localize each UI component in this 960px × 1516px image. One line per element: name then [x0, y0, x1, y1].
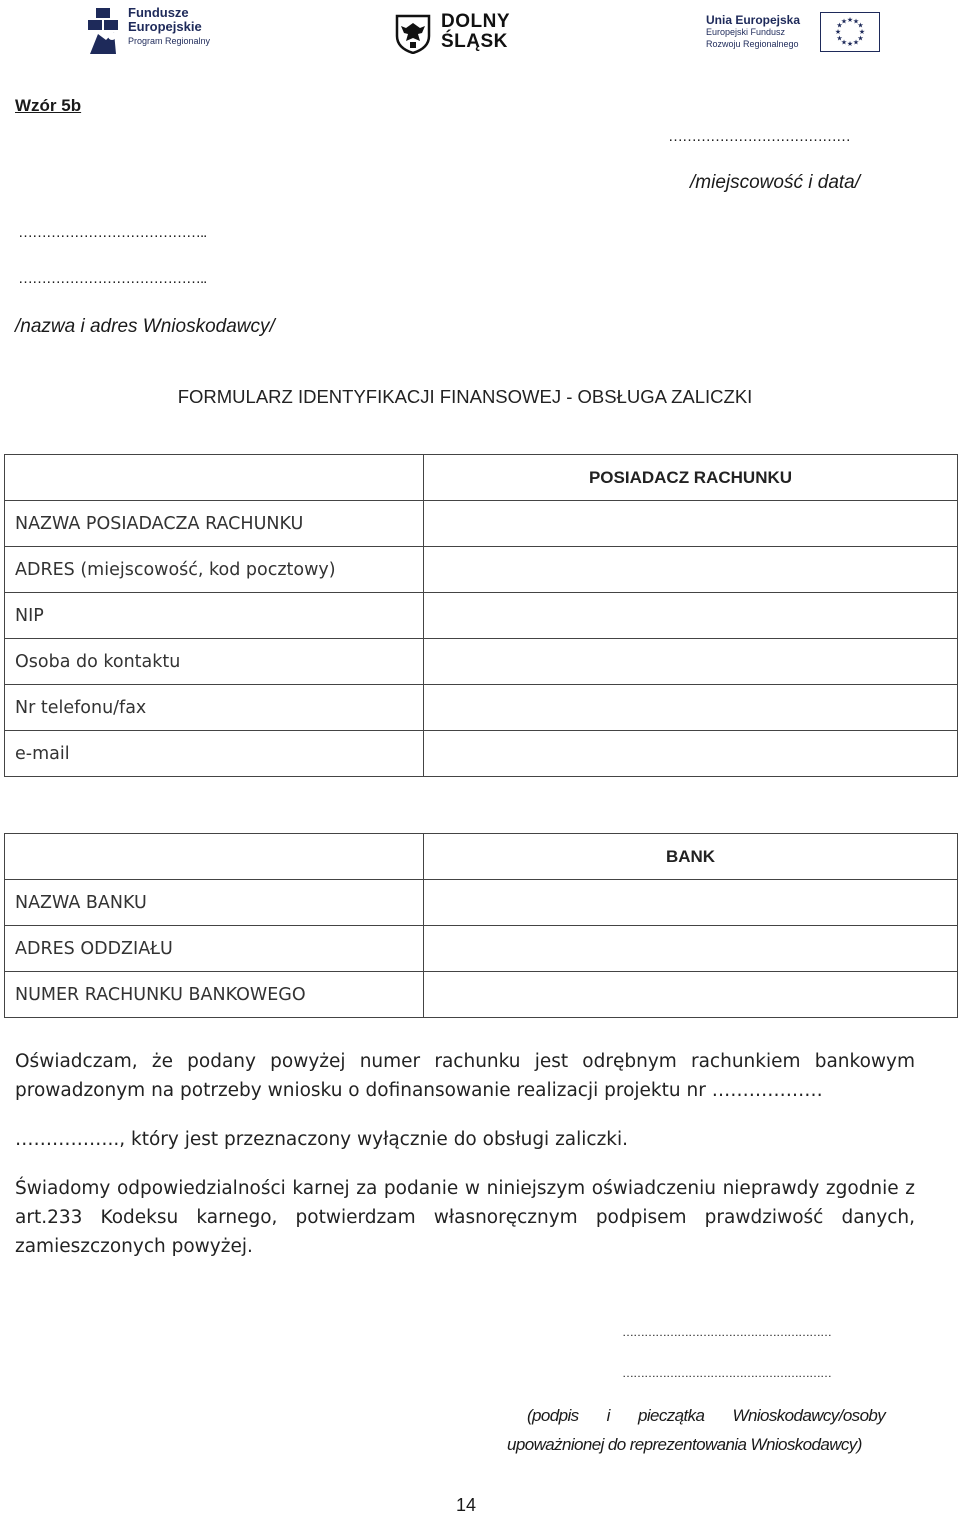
date-label: /miejscowość i data/ [690, 172, 861, 193]
svg-text:★: ★ [836, 34, 843, 43]
account-holder-header: POSIADACZ RACHUNKU [424, 455, 958, 501]
table-row [5, 547, 958, 593]
logo-ds-line2: ŚLĄSK [441, 31, 508, 52]
nip-field[interactable] [424, 593, 958, 639]
svg-text:★: ★ [836, 21, 843, 30]
logo-ue-line3: Rozwoju Regionalnego [706, 39, 799, 49]
logo-fundusze-europejskie [86, 4, 226, 56]
signature-dots-2: ………………………………………………… [622, 1366, 831, 1380]
table-header-spacer [5, 455, 424, 501]
account-number-label: NUMER RACHUNKU BANKOWEGO [5, 972, 424, 1018]
bank-table [4, 833, 958, 1018]
svg-text:★: ★ [846, 16, 854, 24]
svg-text:★: ★ [857, 34, 864, 43]
contact-person-field[interactable] [424, 639, 958, 685]
svg-text:★: ★ [852, 17, 860, 26]
eu-flag-icon [820, 12, 880, 52]
signature-dots-1: ………………………………………………… [622, 1325, 831, 1339]
eagle-crest-icon [395, 14, 431, 54]
email-field[interactable] [424, 731, 958, 777]
svg-text:★: ★ [852, 38, 860, 47]
template-label: Wzór 5b [15, 96, 82, 115]
statement-account-purpose: Oświadczam, że podany powyżej numer rachunku jest odrębnym rachunkiem bankowym prowadzonym na potrzeby wniosku o dofinansowanie realizacji projektu nr ……………… [15, 1051, 915, 1101]
account-holder-address-field[interactable] [424, 547, 958, 593]
bank-name-label: NAZWA BANKU [5, 880, 424, 926]
logo-dolny-slask [395, 12, 525, 56]
contact-person-label: Osoba do kontaktu [5, 639, 424, 685]
page-number: 14 [456, 1495, 477, 1515]
table-row [5, 685, 958, 731]
table-header-row [5, 455, 958, 501]
table-row [5, 926, 958, 972]
table-header-row [5, 834, 958, 880]
logo-ue-line2: Europejski Fundusz [706, 27, 786, 37]
logo-unia-europejska [706, 10, 882, 58]
nip-label: NIP [5, 593, 424, 639]
table-row [5, 593, 958, 639]
svg-text:★: ★ [840, 17, 848, 26]
account-holder-table [4, 454, 958, 777]
logo-fe-line2: Europejskie [128, 19, 202, 34]
fundusze-europejskie-emblem-icon [86, 6, 124, 56]
signature-label-line1: (podpis i pieczątka Wnioskodawcy/osoby [527, 1406, 886, 1425]
bank-name-field[interactable] [424, 880, 958, 926]
form-title: FORMULARZ IDENTYFIKACJI FINANSOWEJ - OBSŁUGA ZALICZKI [177, 386, 753, 407]
signature-label-line2: upoważnionej do reprezentowania Wnioskodawcy) [507, 1435, 862, 1454]
logo-ue-line1: Unia Europejska [706, 13, 801, 27]
svg-text:★: ★ [857, 21, 864, 30]
branch-address-field[interactable] [424, 926, 958, 972]
account-holder-name-field[interactable] [424, 501, 958, 547]
applicant-placeholder-dots-1: ………………………………….. [18, 224, 207, 241]
eu-stars-icon [821, 13, 879, 51]
phone-fax-label: Nr telefonu/fax [5, 685, 424, 731]
svg-text:★: ★ [858, 28, 866, 36]
svg-text:★: ★ [846, 40, 854, 48]
table-row [5, 731, 958, 777]
bank-header: BANK [424, 834, 958, 880]
account-holder-name-label: NAZWA POSIADACZA RACHUNKU [5, 501, 424, 547]
applicant-placeholder-dots-2: ………………………………….. [18, 270, 207, 287]
svg-text:★: ★ [834, 28, 842, 36]
phone-fax-field[interactable] [424, 685, 958, 731]
account-number-field[interactable] [424, 972, 958, 1018]
svg-text:★: ★ [840, 38, 848, 47]
table-row [5, 880, 958, 926]
table-header-spacer [5, 834, 424, 880]
email-label: e-mail [5, 731, 424, 777]
logo-ds-line1: DOLNY [441, 11, 510, 32]
logo-fe-line3: Program Regionalny [128, 36, 211, 46]
table-row [5, 639, 958, 685]
account-holder-address-label: ADRES (miejscowość, kod pocztowy) [5, 547, 424, 593]
logo-fe-line1: Fundusze [128, 5, 189, 20]
statement-criminal-liability: Świadomy odpowiedzialności karnej za podanie w niniejszym oświadczeniu nieprawdy zgodnie z art.233 Kodeksu karnego, potwierdzam własnoręcznym podpisem prawdziwość danych, zamieszczonych powyżej. [15, 1178, 915, 1257]
date-placeholder-dots: ………………………………… [668, 128, 850, 145]
table-row [5, 972, 958, 1018]
branch-address-label: ADRES ODDZIAŁU [5, 926, 424, 972]
applicant-label: /nazwa i adres Wnioskodawcy/ [15, 316, 275, 337]
table-row [5, 501, 958, 547]
statement-account-purpose-continued: …………….., który jest przeznaczony wyłącznie do obsługi zaliczki. [15, 1129, 629, 1150]
